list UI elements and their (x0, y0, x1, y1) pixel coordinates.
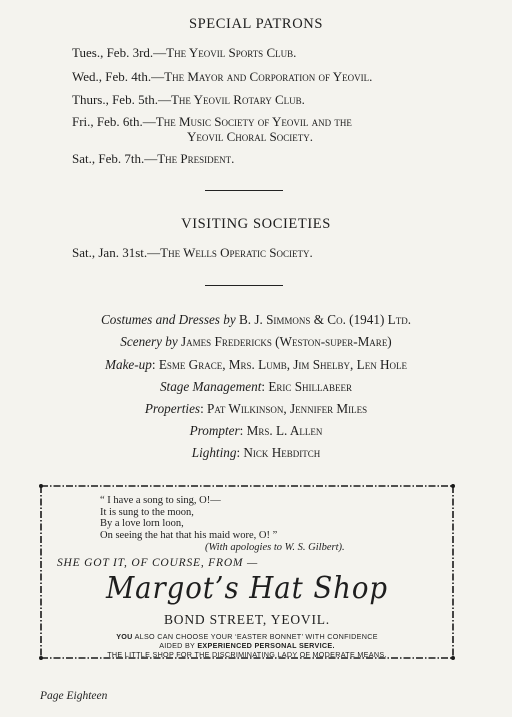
patron-date: Thurs., Feb. 5th.— (72, 92, 171, 107)
credit-role: Costumes and Dresses (101, 312, 220, 327)
page-number: Page Eighteen (40, 690, 108, 702)
visiting-name: The Wells Operatic Society. (160, 245, 313, 260)
credit-names: Pat Wilkinson, Jennifer Miles (207, 401, 368, 416)
advert-tagline: SHE GOT IT, OF COURSE, FROM — (57, 557, 259, 569)
credit-names: Eric Shillabeer (268, 379, 353, 394)
patron-name: The Yeovil Sports Club. (166, 45, 297, 60)
patron-date: Sat., Feb. 7th.— (72, 151, 158, 166)
patron-name: The Mayor and Corporation of Yeovil. (164, 69, 373, 84)
patron-name: The Yeovil Rotary Club. (170, 92, 305, 107)
advert-line-1-text: ALSO CAN CHOOSE YOUR ‘EASTER BONNET’ WITH CONFIDENCE (132, 632, 378, 641)
credit-joiner: : (200, 401, 208, 416)
patron-date: Fri., Feb. 6th.— (72, 114, 156, 129)
credit-costumes (0, 312, 512, 328)
divider-rule (205, 285, 283, 286)
credit-makeup (0, 357, 512, 373)
advert-line-1 (37, 632, 457, 641)
patron-name: The Music Society of Yeovil and the (155, 114, 352, 129)
visiting-societies-heading: VISITING SOCIETIES (181, 216, 331, 232)
quote-line: It is sung to the moon, (100, 506, 194, 518)
credit-names: James Fredericks (Weston-super-Mare) (181, 334, 392, 349)
credit-role: Prompter (189, 423, 240, 438)
quote-line: By a love lorn loon, (100, 518, 184, 529)
visiting-entry (72, 245, 452, 260)
divider-rule (205, 190, 283, 191)
credit-joiner: by (219, 312, 239, 327)
special-patrons-heading: SPECIAL PATRONS (188, 16, 324, 32)
credit-role: Properties (144, 401, 201, 416)
patron-name-continued: Yeovil Choral Society. (187, 129, 314, 144)
credit-joiner: : (261, 379, 269, 394)
quote-line: “ I have a song to sing, O!— (100, 495, 221, 506)
credit-prompter (0, 423, 512, 439)
advert-line-1-bold: YOU (116, 632, 133, 641)
patron-date: Wed., Feb. 4th.— (72, 69, 165, 84)
credit-scenery (0, 334, 512, 350)
credit-joiner: : (236, 445, 244, 460)
credit-properties (0, 401, 512, 417)
advert-box (37, 482, 457, 662)
patron-entry (72, 45, 452, 60)
credit-names: Esme Grace, Mrs. Lumb, Jim Shelby, Len Hole (158, 357, 408, 372)
credit-stage-management (0, 379, 512, 395)
credit-joiner: : (151, 357, 159, 372)
credit-lighting (0, 445, 512, 461)
advert-apology: (With apologies to W. S. Gilbert). (205, 542, 345, 553)
credit-joiner: : (239, 423, 247, 438)
advert-line-2-bold: EXPERIENCED PERSONAL SERVICE. (197, 641, 335, 650)
quote-line: On seeing the hat that his maid wore, O! ” (100, 529, 278, 541)
patron-entry (72, 114, 452, 144)
credit-names: Nick Hebditch (243, 445, 321, 460)
advert-line-3: THE LITTLE SHOP FOR THE DISCRIMINATING LADY OF MODERATE MEANS. (107, 650, 387, 659)
advert-line-2-text: AIDED BY (159, 641, 198, 650)
shop-address: BOND STREET, YEOVIL. (164, 612, 330, 627)
shop-name: Margot’s Hat Shop (105, 571, 388, 606)
credit-role: Stage Management (159, 379, 262, 394)
patron-entry (72, 151, 452, 166)
advert-line-2 (37, 641, 457, 650)
credit-names: Mrs. L. Allen (246, 423, 323, 438)
patron-entry (72, 69, 452, 84)
patron-name: The President. (157, 151, 235, 166)
credit-role: Make-up (104, 357, 152, 372)
patron-entry (72, 92, 452, 107)
credit-names: B. J. Simmons & Co. (1941) Ltd. (238, 312, 411, 327)
patron-date: Tues., Feb. 3rd.— (72, 45, 167, 60)
visiting-date: Sat., Jan. 31st.— (72, 245, 161, 260)
credit-role: Lighting (191, 445, 237, 460)
credit-role: Scenery (120, 334, 162, 349)
advert-quote (100, 495, 400, 541)
credit-joiner: by (162, 334, 182, 349)
